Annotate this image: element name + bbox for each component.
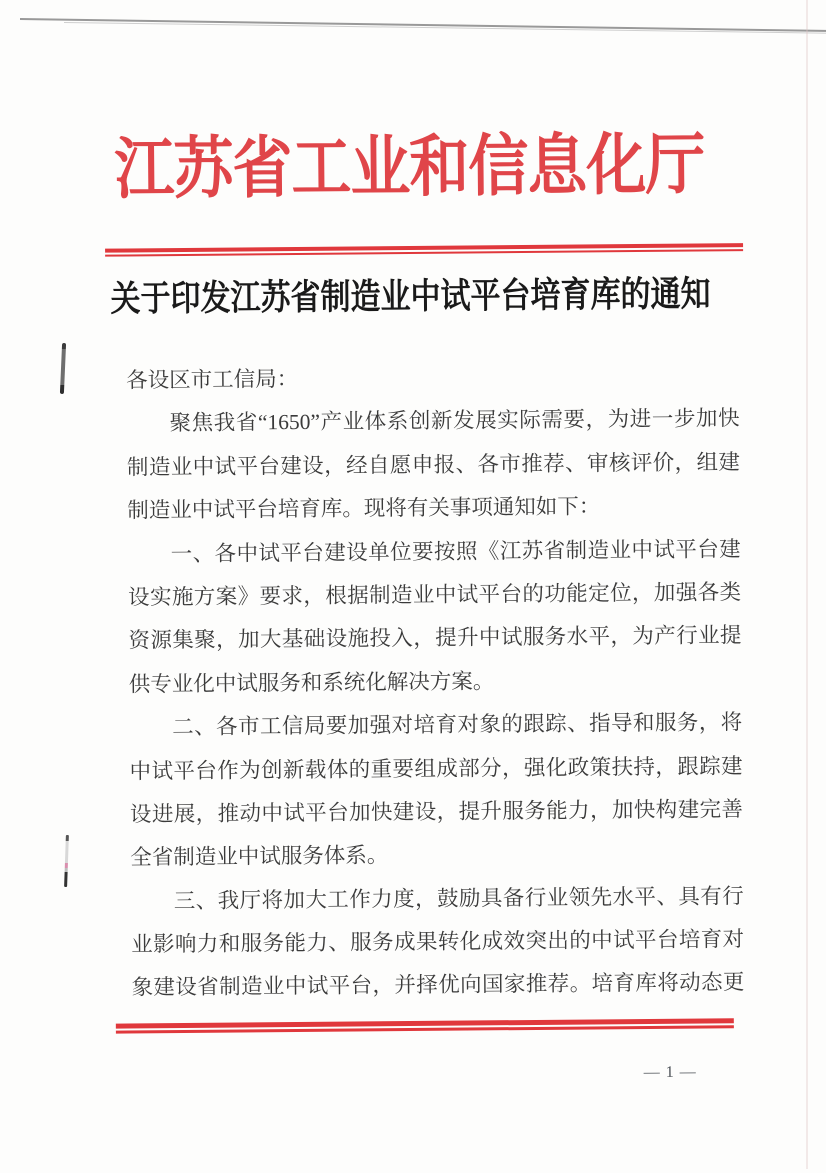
document-body	[126, 354, 745, 1010]
body-line: 二、各市工信局要加强对培育对象的跟踪、指导和服务，将	[172, 710, 743, 740]
agency-header: 江苏省工业和信息化厅	[114, 127, 705, 207]
body-line: 象建设省制造业中试平台，并择优向国家推荐。培育库将动态更	[131, 970, 745, 1000]
page-number: — 1 —	[643, 1063, 697, 1082]
body-line: 一、各中试平台建设单位要按照《江苏省制造业中试平台建	[170, 536, 741, 566]
body-line: 制造业中试平台建设，经自愿申报、各市推荐、审核评价，组建	[126, 449, 741, 480]
body-line: 设进展，推动中试平台加快建设，提升服务能力，加快构建完善	[129, 797, 744, 827]
red-rule-top	[105, 243, 743, 257]
red-rule-bottom	[116, 1018, 734, 1033]
document-title: 关于印发江苏省制造业中试平台培育库的通知	[110, 274, 711, 320]
body-line-salutation: 各设区市工信局：	[126, 366, 299, 393]
body-line: 中试平台作为创新载体的重要组成部分，强化政策扶持，跟踪建	[129, 753, 743, 783]
body-line: 聚焦我省“1650”产业体系创新发展实际需要，为进一步加快	[169, 406, 740, 436]
body-line: 全省制造业中试服务体系。	[130, 843, 389, 870]
body-line: 设实施方案》要求，根据制造业中试平台的功能定位，加强各类	[128, 580, 742, 610]
body-line: 制造业中试平台培育库。现将有关事项通知如下：	[127, 494, 601, 523]
body-line: 资源集聚，加大基础设施投入，提升中试服务水平，为产行业提	[128, 623, 742, 653]
body-line: 供专业化中试服务和系统化解决方案。	[128, 669, 495, 697]
body-line: 三、我厅将加大工作力度，鼓励具备行业领先水平、具有行	[173, 883, 744, 913]
body-line: 业影响力和服务能力、服务成果转化成效突出的中试平台培育对	[131, 927, 745, 957]
